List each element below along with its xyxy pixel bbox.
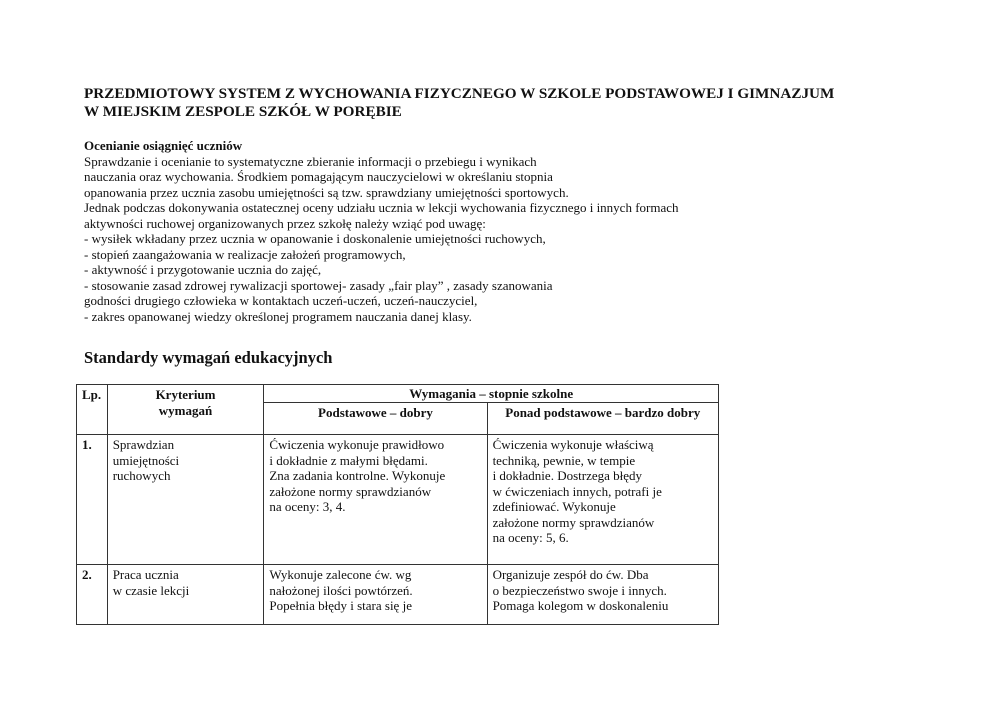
cell-line: Zna zadania kontrolne. Wykonuje (269, 468, 446, 483)
row-ponad (487, 565, 718, 625)
cell-line: Pomaga kolegom w doskonaleniu (492, 598, 669, 613)
table-header-row (77, 385, 719, 403)
standards-table (76, 384, 719, 625)
header-lp: Lp. (77, 385, 108, 435)
row-lp: 1. (77, 435, 108, 565)
cell-line: Organizuje zespół do ćw. Dba (492, 567, 649, 582)
header-podstawowe: Podstawowe – dobry (264, 402, 487, 435)
assessment-heading: Ocenianie osiągnięć uczniów (84, 138, 243, 153)
assessment-line: godności drugiego człowieka w kontaktach uczeń-uczeń, uczeń-nauczyciel, (84, 293, 478, 308)
table-row (77, 565, 719, 625)
assessment-line: opanowania przez ucznia zasobu umiejętności są tzw. sprawdziany umiejętności sportowych. (84, 184, 569, 200)
title-line-2: W MIEJSKIM ZESPOLE SZKÓŁ W PORĘBIE (84, 103, 402, 120)
cell-line: ruchowych (112, 468, 171, 483)
assessment-line: - stosowanie zasad zdrowej rywalizacji sportowej- zasady „fair play” , zasady szanowania (84, 277, 553, 293)
header-wymagania: Wymagania – stopnie szkolne (264, 385, 719, 403)
header-kryterium (107, 385, 264, 435)
cell-line: Ćwiczenia wykonuje prawidłowo (269, 437, 445, 452)
assessment-line: - wysiłek wkładany przez ucznia w opanowanie i doskonalenie umiejętności ruchowych, (84, 231, 546, 246)
header-ponad: Ponad podstawowe – bardzo dobry (487, 402, 718, 435)
cell-line: i dokładnie z małymi błędami. (269, 452, 428, 468)
cell-line: i dokładnie. Dostrzega błędy (492, 468, 643, 483)
cell-line: Ćwiczenia wykonuje właściwą (492, 437, 654, 452)
cell-line: techniką, pewnie, w tempie (492, 452, 636, 468)
header-kryterium-line: Kryterium (155, 387, 216, 402)
cell-line: zdefiniować. Wykonuje (492, 499, 616, 514)
row-kryterium (107, 435, 264, 565)
title-line-1: PRZEDMIOTOWY SYSTEM Z WYCHOWANIA FIZYCZNEGO W SZKOLE PODSTAWOWEJ I GIMNAZJUM (84, 85, 835, 102)
cell-line: w ćwiczeniach innych, potrafi je (492, 483, 662, 499)
assessment-section (84, 138, 884, 324)
cell-line: w czasie lekcji (112, 582, 190, 598)
cell-line: Wykonuje zalecone ćw. wg (269, 567, 412, 582)
document-title (84, 85, 944, 121)
row-podstawowe (264, 435, 487, 565)
assessment-line: - stopień zaangażowania w realizacje założeń programowych, (84, 246, 406, 262)
header-kryterium-line: wymagań (158, 402, 213, 418)
row-lp: 2. (77, 565, 108, 625)
cell-line: założone normy sprawdzianów (492, 514, 655, 530)
standards-heading: Standardy wymagań edukacyjnych (84, 348, 333, 367)
table-row (77, 435, 719, 565)
assessment-line: - zakres opanowanej wiedzy określonej programem nauczania danej klasy. (84, 308, 472, 324)
cell-line: o bezpieczeństwo swoje i innych. (492, 582, 667, 598)
cell-line: Praca ucznia (112, 567, 179, 582)
cell-line: umiejętności (112, 452, 180, 468)
cell-line: założone normy sprawdzianów (269, 483, 432, 499)
row-kryterium (107, 565, 264, 625)
cell-line: Popełnia błędy i stara się je (269, 598, 412, 613)
assessment-line: Jednak podczas dokonywania ostatecznej oceny udziału ucznia w lekcji wychowania fizycznego i innych formach (84, 200, 679, 215)
row-podstawowe (264, 565, 487, 625)
cell-line: na oceny: 5, 6. (492, 530, 569, 545)
assessment-line: - aktywność i przygotowanie ucznia do zajęć, (84, 262, 322, 277)
cell-line: na oceny: 3, 4. (269, 499, 346, 514)
assessment-line: nauczania oraz wychowania. Środkiem pomagającym nauczycielowi w określaniu stopnia (84, 169, 553, 184)
row-ponad (487, 435, 718, 565)
assessment-line: aktywności ruchowej organizowanych przez szkołę należy wziąć pod uwagę: (84, 215, 486, 231)
cell-line: nałożonej ilości powtórzeń. (269, 582, 413, 598)
cell-line: Sprawdzian (112, 437, 175, 452)
assessment-line: Sprawdzanie i ocenianie to systematyczne zbieranie informacji o przebiegu i wynikach (84, 153, 537, 169)
